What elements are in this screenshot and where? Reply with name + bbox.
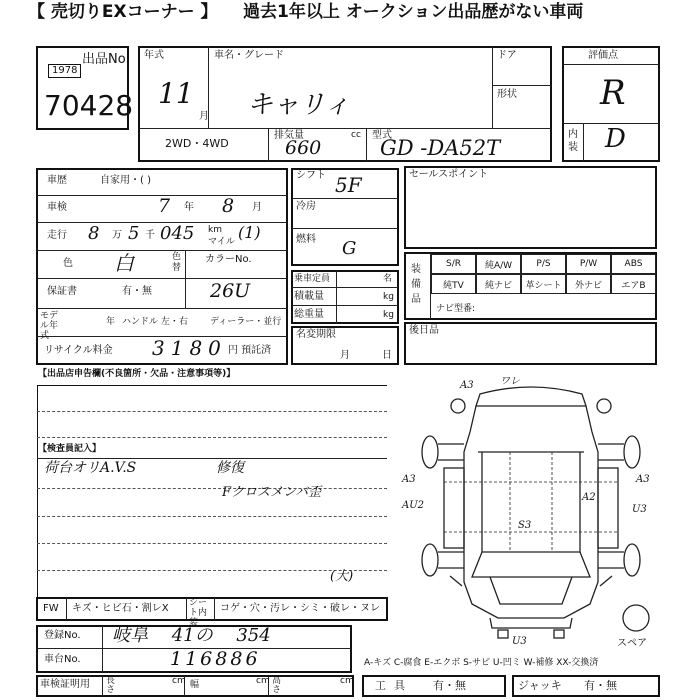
diagram-mark-u3-right: U3 [632,504,647,515]
equipment-navi-model: ナビ型番: [436,304,476,314]
equipment-cell: P/S [521,254,566,274]
name-change-month: 月 [340,350,350,361]
registration-value: 岐阜 41の 354 [112,625,271,646]
lot-number: 70428 [44,89,134,122]
fw-label: FW [43,603,59,614]
inspection-label: 車検 [47,202,67,213]
ac-label: 冷房 [296,201,316,212]
equipment-cell: 外ナビ [566,274,611,294]
inspector-note-1: 荷台オリA.V.S [44,460,137,476]
accessories-box [404,322,657,365]
cert-width-unit: cm [256,676,270,686]
door-label: ドア [497,50,517,61]
cert-length-label: 長さ [106,676,116,695]
fuel-label: 燃料 [296,234,316,245]
cert-height-unit: cm [340,676,354,686]
shift-label: シフト [296,170,326,181]
recycle-label: リサイクル料金 [44,345,113,356]
interior-value: D [605,124,626,154]
name-value: キャリィ [247,90,350,120]
chassis-value: 116886 [170,648,261,670]
diagram-mark-s3: S3 [518,520,532,531]
diagram-mark-au2: AU2 [402,500,425,511]
big-note: (大) [330,569,354,584]
model-year-unit: 年 [106,317,116,327]
inspector-note-3: Fクロスメンバ歪 [222,485,322,500]
tools-label: 工具 [375,679,413,692]
recycle-unit: 円 預託済 [228,345,272,356]
year-label: 年式 [144,50,164,61]
warranty-options: 有・無 [122,286,152,297]
equipment-cell: P/W [566,254,611,274]
gross-label: 総重量 [294,309,324,320]
inspection-year: 7 [158,195,171,217]
gross-unit: kg [383,310,394,320]
diagram-mark-a3-left: A3 [402,474,416,485]
passengers-unit: 名 [383,274,393,284]
model-label: 型式 [372,130,392,141]
month-unit: 月 [199,111,209,122]
inspection-month-unit: 月 [252,202,262,213]
passengers-label: 乗車定員 [294,274,331,284]
model-group-label: モデル年式 [40,311,59,341]
equipment-cell: 純ナビ [476,274,521,294]
inspection-month: 8 [222,195,235,217]
name-change-day: 日 [382,350,392,361]
cert-width-label: 幅 [190,680,200,690]
reki-options: 自家用・( ) [100,175,151,186]
mileage-label: 走行 [47,230,67,241]
mileage-rest: 045 [160,223,195,244]
inspector-note-2: 修復 [216,460,244,476]
diagram-mark-u3-front: U3 [512,636,527,647]
sales-point-label: セールスポイント [409,169,489,180]
year-value: 11 [158,77,194,110]
color-replace-label: 色替 [172,252,182,273]
header-bracket: 【 売切りEXコーナー 】 [28,2,218,22]
reki-label: 車歴 [47,175,67,186]
diagram-mark-a3-right: A3 [636,474,650,485]
load-unit: kg [383,292,394,302]
diagram-mark-a3-rear: A3 [460,380,474,391]
equipment-cell: エアB [611,274,656,294]
equipment-cell: S/R [431,254,476,274]
model-value: GD -DA52T [380,136,501,160]
handle-label: ハンドル 左・右 [122,317,188,327]
registration-label: 登録No. [44,630,81,641]
displacement-label: 排気量 [274,130,304,141]
name-change-label: 名変期限 [296,329,336,340]
colorno-value: 26U [210,280,251,302]
shape-label: 形状 [497,89,517,100]
diagram-mark-crack: ワレ [500,376,520,387]
jack-label: ジャッキ [518,679,562,692]
cert-height-label: 高さ [272,676,282,695]
displacement-unit: cc [351,130,361,140]
equipment-cell: ABS [611,254,656,274]
mileage-sen: 5 [128,223,140,244]
mileage-man: 8 [88,223,100,244]
fuel-value: G [342,238,357,259]
name-label: 車名・グレード [214,50,284,61]
grade-value: R [600,73,626,113]
equipment-cell: 純A/W [476,254,521,274]
diagram-mark-a2: A2 [582,492,596,503]
fw-items: キズ・ヒビ石・割レX [72,603,169,614]
drive-label: 2WD・4WD [165,137,229,150]
color-label: 色 [63,258,73,269]
interior-label: 内装 [568,129,578,153]
colorno-label: カラーNo. [205,254,252,265]
shift-value: 5F [335,173,362,197]
spare-label: スペア [617,638,647,649]
legend: A-キズ C-腐食 E-エクボ S-サビ U-凹ミ W-補修 XX-交換済 [364,658,599,668]
warranty-label: 保証書 [47,286,77,297]
seat-label: シート内装 [189,598,208,628]
load-label: 積載量 [294,291,324,302]
inspector-label: 【検査員記入】 [38,444,102,454]
tools-options: 有・無 [433,679,466,692]
vehicle-diagram [400,372,662,648]
dealer-label: ディーラー・並行 [210,317,282,327]
sen-unit: 千 [145,230,155,241]
km-unit: km [208,225,222,235]
lot-session: 1978 [48,64,81,78]
grade-label: 評価点 [588,50,618,61]
header-title: 過去1年以上 オークション出品歴がない車両 [243,2,584,22]
man-unit: 万 [112,230,122,241]
equipment-cell: 革シート [521,274,566,294]
accessories-label: 後日品 [409,325,439,336]
chassis-label: 車台No. [44,654,81,665]
equipment-label: 装備品 [411,264,421,305]
year-unit: 年 [184,202,194,213]
odo-note: (1) [238,223,261,242]
lot-label: 出品No. [82,52,130,67]
declaration-label: 【出品店申告欄(不良箇所・欠品・注意事項等)】 [38,369,236,379]
recycle-value: 3180 [152,336,227,360]
displacement-value: 660 [285,137,322,159]
color-value: 白 [114,251,134,275]
equipment-cell: 純TV [431,274,476,294]
seat-items: コゲ・穴・汚レ・シミ・破レ・ヌレ [220,603,380,614]
jack-options: 有・無 [584,679,617,692]
mile-unit: マイル [208,237,235,247]
cert-length-unit: cm [172,676,186,686]
cert-label: 車検証明用 [40,679,90,690]
